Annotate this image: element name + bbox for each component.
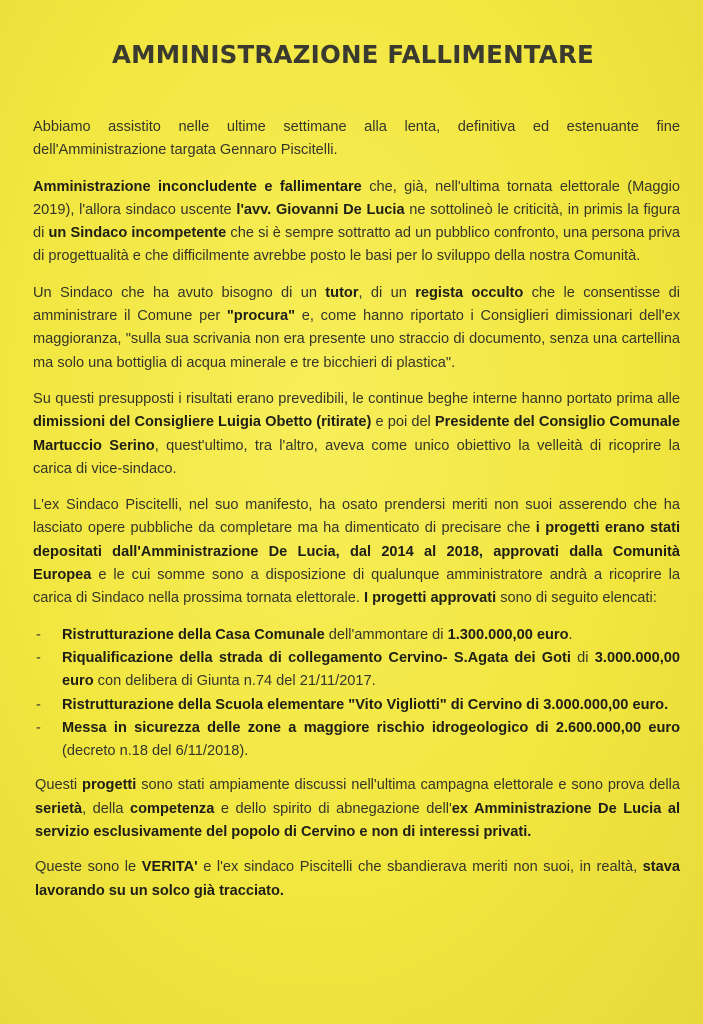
- bold-text: stava lavorando su un solco già tracciato.: [35, 859, 680, 899]
- paragraph-intro: [26, 116, 680, 163]
- text: che si è sempre sottratto ad un pubblico confronto, una persona priva di progettualità e che difficilmente avrebbe posto le basi per lo sviluppo della nostra Comunità.: [33, 225, 681, 265]
- text: (decreto n.18 del 6/11/2018).: [62, 743, 249, 760]
- bold-text: tutor: [325, 284, 359, 301]
- list-item: [26, 717, 680, 764]
- text: sono di seguito elencati:: [496, 590, 657, 607]
- text: Su questi presupposti i risultati erano prevedibili, le continue beghe interne hanno portato prima alle: [33, 390, 680, 407]
- bold-text: I progetti approvati: [363, 590, 497, 607]
- bold-text: Messa in sicurezza delle zone a maggiore rischio idrogeologico di 2.600.000,00 euro: [62, 719, 680, 736]
- list-item: [26, 694, 680, 717]
- paragraph-truth: [26, 856, 680, 903]
- list-dash: -: [36, 626, 41, 643]
- list-dash: -: [36, 649, 41, 666]
- projects-list: [26, 624, 680, 764]
- bold-text: VERITA': [141, 859, 198, 876]
- text: e dello spirito di abnegazione dell': [214, 800, 452, 817]
- text: che le consentisse di amministrare il Comune per: [33, 284, 680, 325]
- text: , quest'ultimo, tra l'altro, aveva come unico obiettivo la velleità di ricoprire la carica di vice-sindaco.: [33, 437, 680, 477]
- list-dash: -: [36, 719, 41, 736]
- bold-text: un Sindaco incompetente: [48, 225, 227, 242]
- bold-text: Amministrazione inconcludente e fallimentare: [33, 178, 362, 195]
- text: , di un: [358, 284, 416, 301]
- bold-text: dimissioni del Consigliere Luigia Obetto (ritirate): [33, 414, 372, 431]
- paragraph-tutor: [26, 282, 680, 375]
- paragraph-projects-intro: [26, 494, 680, 610]
- bold-text: competenza: [129, 800, 215, 817]
- list-dash: -: [36, 696, 41, 713]
- document-title: AMMINISTRAZIONE FALLIMENTARE: [112, 40, 594, 69]
- list-item: [26, 647, 680, 694]
- text: e l'ex sindaco Piscitelli che sbandierava meriti non suoi, in realtà,: [197, 859, 643, 876]
- text: di: [570, 649, 595, 666]
- text: Questi: [35, 777, 83, 794]
- text: Abbiamo assistito nelle ultime settimane alla lenta, definitiva ed estenuante fine dell'Amministrazione targata Gennaro Piscitelli.: [33, 119, 680, 159]
- bold-text: Ristrutturazione della Casa Comunale: [62, 626, 325, 643]
- paragraph-administration: [26, 176, 680, 269]
- text: e, come hanno riportato i Consiglieri dimissionari dell'ex maggioranza, "sulla sua scrivania non era presente uno straccio di documento, senza una cartellina ma solo una bottiglia di acqua minerale e tre bicchieri di plastica".: [33, 308, 681, 371]
- bold-text: serietà: [35, 800, 83, 817]
- bold-text: Presidente del Consiglio Comunale Martuccio Serino: [33, 414, 680, 454]
- paragraph-results: [26, 388, 680, 481]
- list-item: [26, 624, 680, 647]
- bold-text: "procura": [226, 308, 296, 325]
- text: e le cui somme sono a disposizione di qualunque amministratore andrà a ricoprire la carica di Sindaco nella prossima tornata elettorale.: [33, 567, 680, 607]
- text: ne sottolineò le criticità, in primis la figura di: [33, 201, 680, 242]
- bold-text: progetti: [82, 777, 137, 794]
- document-page: [26, 40, 680, 915]
- bold-text: Riqualificazione della strada di collegamento Cervino- S.Agata dei Goti: [62, 649, 571, 666]
- bold-text: Ristrutturazione della Scuola elementare "Vito Vigliotti" di Cervino di 3.000.000,00 euro.: [62, 696, 669, 713]
- text: L'ex Sindaco Piscitelli, nel suo manifesto, ha osato prendersi meriti non suoi asserendo che ha lasciato opere pubbliche da completare ma ha dimenticato di precisare che: [33, 497, 680, 537]
- bold-text: 1.300.000,00 euro: [447, 626, 569, 643]
- text: sono stati ampiamente discussi nell'ultima campagna elettorale e sono prova della: [136, 777, 680, 794]
- bold-text: 3.000.000,00 euro: [62, 649, 681, 690]
- text: .: [568, 626, 573, 643]
- bold-text: regista occulto: [415, 284, 524, 301]
- text: Un Sindaco che ha avuto bisogno di un: [33, 284, 326, 301]
- bold-text: l'avv. Giovanni De Lucia: [236, 201, 405, 218]
- bold-text: ex Amministrazione De Lucia al servizio esclusivamente del popolo di Cervino e non di interessi privati.: [35, 800, 681, 841]
- text: con delibera di Giunta n.74 del 21/11/2017.: [93, 673, 376, 690]
- paragraph-projects-discussed: [26, 774, 680, 844]
- text: Queste sono le: [35, 859, 142, 876]
- text: e poi del: [371, 414, 435, 431]
- text: che, già, nell'ultima tornata elettorale (Maggio 2019), l'allora sindaco uscente: [33, 178, 680, 218]
- bold-text: i progetti erano stati depositati dall'Amministrazione De Lucia, dal 2014 al 2018, approvati dalla Comunità Europea: [33, 520, 680, 584]
- text: , della: [82, 800, 130, 817]
- text: dell'ammontare di: [324, 626, 448, 643]
